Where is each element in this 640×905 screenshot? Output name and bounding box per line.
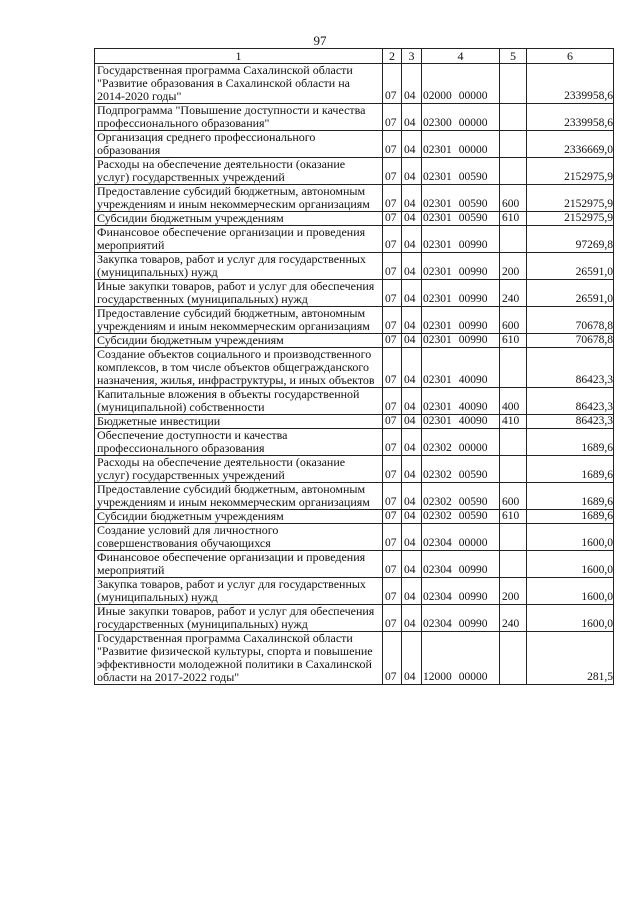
row-vr bbox=[500, 632, 527, 685]
row-csr-direction: 00590 bbox=[458, 510, 488, 522]
table-row bbox=[95, 578, 614, 605]
row-amount: 2336669,0 bbox=[527, 131, 614, 158]
page-number: 97 bbox=[313, 33, 327, 48]
table-row bbox=[95, 334, 614, 348]
row-rz: 07 bbox=[383, 429, 402, 456]
row-csr bbox=[422, 64, 500, 104]
row-name: Субсидии бюджетным учреждениям bbox=[95, 334, 383, 348]
row-pr: 04 bbox=[402, 226, 422, 253]
row-name: Предоставление субсидий бюджетным, автономным учреждениям и иным некоммерческим организациям bbox=[95, 483, 383, 510]
table-body bbox=[95, 64, 614, 685]
header-col-3: 3 bbox=[402, 49, 422, 64]
row-vr bbox=[500, 158, 527, 185]
row-csr-direction: 00990 bbox=[458, 266, 488, 278]
row-name: Государственная программа Сахалинской области "Развитие образования в Сахалинской области на 2014-2020 годы" bbox=[95, 64, 383, 104]
row-csr-direction: 00000 bbox=[458, 671, 488, 683]
row-name: Финансовое обеспечение организации и проведения мероприятий bbox=[95, 551, 383, 578]
row-csr-program: 02301 bbox=[423, 212, 452, 224]
row-pr: 04 bbox=[402, 605, 422, 632]
row-pr: 04 bbox=[402, 280, 422, 307]
row-csr-program: 02301 bbox=[423, 239, 452, 251]
row-rz: 07 bbox=[383, 578, 402, 605]
row-vr: 200 bbox=[500, 253, 527, 280]
row-csr bbox=[422, 551, 500, 578]
row-amount: 1689,6 bbox=[527, 510, 614, 524]
row-vr: 200 bbox=[500, 578, 527, 605]
row-name: Субсидии бюджетным учреждениям bbox=[95, 212, 383, 226]
row-csr bbox=[422, 158, 500, 185]
row-amount: 2152975,9 bbox=[527, 212, 614, 226]
header-col-2: 2 bbox=[383, 49, 402, 64]
row-csr bbox=[422, 226, 500, 253]
row-vr: 610 bbox=[500, 212, 527, 226]
row-vr bbox=[500, 131, 527, 158]
row-csr-direction: 00000 bbox=[458, 90, 488, 102]
row-amount: 2152975,9 bbox=[527, 185, 614, 212]
row-vr: 600 bbox=[500, 307, 527, 334]
row-pr: 04 bbox=[402, 415, 422, 429]
row-rz: 07 bbox=[383, 456, 402, 483]
row-amount: 2152975,9 bbox=[527, 158, 614, 185]
row-rz: 07 bbox=[383, 185, 402, 212]
row-csr-program: 02302 bbox=[423, 442, 452, 454]
row-csr bbox=[422, 388, 500, 415]
row-pr: 04 bbox=[402, 551, 422, 578]
row-csr-program: 02304 bbox=[423, 564, 452, 576]
row-csr bbox=[422, 348, 500, 388]
row-pr: 04 bbox=[402, 510, 422, 524]
row-csr-program: 02302 bbox=[423, 496, 452, 508]
row-vr bbox=[500, 429, 527, 456]
row-pr: 04 bbox=[402, 253, 422, 280]
row-csr-program: 02304 bbox=[423, 591, 452, 603]
row-csr bbox=[422, 185, 500, 212]
row-csr-program: 12000 bbox=[423, 671, 452, 683]
table-row bbox=[95, 415, 614, 429]
row-csr bbox=[422, 131, 500, 158]
row-csr-program: 02301 bbox=[423, 198, 452, 210]
row-csr-direction: 00000 bbox=[458, 442, 488, 454]
row-pr: 04 bbox=[402, 632, 422, 685]
row-csr-program: 02304 bbox=[423, 618, 452, 630]
row-name: Финансовое обеспечение организации и проведения мероприятий bbox=[95, 226, 383, 253]
row-pr: 04 bbox=[402, 388, 422, 415]
table-row bbox=[95, 307, 614, 334]
row-rz: 07 bbox=[383, 605, 402, 632]
row-csr-direction: 00000 bbox=[458, 144, 488, 156]
row-csr-direction: 40090 bbox=[458, 374, 488, 386]
row-rz: 07 bbox=[383, 212, 402, 226]
row-pr: 04 bbox=[402, 158, 422, 185]
row-vr: 600 bbox=[500, 185, 527, 212]
row-csr-program: 02300 bbox=[423, 117, 452, 129]
row-csr-program: 02301 bbox=[423, 320, 452, 332]
row-csr bbox=[422, 632, 500, 685]
table-row bbox=[95, 131, 614, 158]
header-row bbox=[95, 49, 614, 64]
table-row bbox=[95, 280, 614, 307]
row-amount: 86423,3 bbox=[527, 415, 614, 429]
row-csr-program: 02304 bbox=[423, 537, 452, 549]
row-csr-direction: 00990 bbox=[458, 564, 488, 576]
row-name: Бюджетные инвестиции bbox=[95, 415, 383, 429]
header-col-1: 1 bbox=[95, 49, 383, 64]
row-amount: 86423,3 bbox=[527, 388, 614, 415]
row-csr-program: 02301 bbox=[423, 401, 452, 413]
table-row bbox=[95, 212, 614, 226]
table-row bbox=[95, 483, 614, 510]
header-col-6: 6 bbox=[527, 49, 614, 64]
row-name: Предоставление субсидий бюджетным, автономным учреждениям и иным некоммерческим организациям bbox=[95, 307, 383, 334]
row-rz: 07 bbox=[383, 253, 402, 280]
row-rz: 07 bbox=[383, 104, 402, 131]
table-row bbox=[95, 632, 614, 685]
row-name: Расходы на обеспечение деятельности (оказание услуг) государственных учреждений bbox=[95, 158, 383, 185]
table-row bbox=[95, 388, 614, 415]
row-csr-direction: 00990 bbox=[458, 334, 488, 346]
row-csr bbox=[422, 456, 500, 483]
row-vr bbox=[500, 551, 527, 578]
row-name: Государственная программа Сахалинской области "Развитие физической культуры, спорта и повышение эффективности молодежной политики в Сахалинской области на 2017-2022 годы" bbox=[95, 632, 383, 685]
row-rz: 07 bbox=[383, 483, 402, 510]
row-csr-direction: 00990 bbox=[458, 591, 488, 603]
row-csr-program: 02000 bbox=[423, 90, 452, 102]
row-rz: 07 bbox=[383, 307, 402, 334]
table-row bbox=[95, 158, 614, 185]
row-amount: 1600,0 bbox=[527, 524, 614, 551]
row-csr-direction: 00590 bbox=[458, 212, 488, 224]
table-row bbox=[95, 226, 614, 253]
row-pr: 04 bbox=[402, 307, 422, 334]
row-csr bbox=[422, 524, 500, 551]
row-pr: 04 bbox=[402, 429, 422, 456]
budget-table bbox=[94, 48, 614, 685]
row-csr-program: 02301 bbox=[423, 334, 452, 346]
row-vr bbox=[500, 524, 527, 551]
row-pr: 04 bbox=[402, 104, 422, 131]
row-csr-program: 02302 bbox=[423, 510, 452, 522]
row-vr: 410 bbox=[500, 415, 527, 429]
row-csr bbox=[422, 280, 500, 307]
row-csr-program: 02301 bbox=[423, 266, 452, 278]
row-csr bbox=[422, 510, 500, 524]
row-vr bbox=[500, 226, 527, 253]
row-csr-direction: 00590 bbox=[458, 469, 488, 481]
row-amount: 26591,0 bbox=[527, 280, 614, 307]
row-csr-direction: 00590 bbox=[458, 198, 488, 210]
row-csr-direction: 40090 bbox=[458, 415, 488, 427]
row-amount: 70678,8 bbox=[527, 307, 614, 334]
row-rz: 07 bbox=[383, 524, 402, 551]
row-name: Обеспечение доступности и качества профессионального образования bbox=[95, 429, 383, 456]
table-row bbox=[95, 510, 614, 524]
row-vr: 610 bbox=[500, 510, 527, 524]
row-name: Иные закупки товаров, работ и услуг для обеспечения государственных (муниципальных) нужд bbox=[95, 605, 383, 632]
header-col-5: 5 bbox=[500, 49, 527, 64]
row-vr bbox=[500, 456, 527, 483]
row-csr-direction: 00000 bbox=[458, 117, 488, 129]
table-row bbox=[95, 185, 614, 212]
row-rz: 07 bbox=[383, 348, 402, 388]
table-row bbox=[95, 524, 614, 551]
row-name: Закупка товаров, работ и услуг для государственных (муниципальных) нужд bbox=[95, 578, 383, 605]
row-csr-program: 02301 bbox=[423, 171, 452, 183]
row-csr-direction: 00590 bbox=[458, 496, 488, 508]
row-csr bbox=[422, 429, 500, 456]
row-name: Капитальные вложения в объекты государственной (муниципальной) собственности bbox=[95, 388, 383, 415]
row-pr: 04 bbox=[402, 578, 422, 605]
row-csr-direction: 00990 bbox=[458, 320, 488, 332]
row-name: Предоставление субсидий бюджетным, автономным учреждениям и иным некоммерческим организациям bbox=[95, 185, 383, 212]
table-row bbox=[95, 551, 614, 578]
row-rz: 07 bbox=[383, 131, 402, 158]
row-rz: 07 bbox=[383, 334, 402, 348]
row-pr: 04 bbox=[402, 456, 422, 483]
row-amount: 2339958,6 bbox=[527, 104, 614, 131]
row-csr bbox=[422, 334, 500, 348]
row-csr-direction: 00000 bbox=[458, 537, 488, 549]
row-amount: 26591,0 bbox=[527, 253, 614, 280]
row-csr-program: 02301 bbox=[423, 415, 452, 427]
table-row bbox=[95, 456, 614, 483]
row-vr bbox=[500, 64, 527, 104]
row-name: Закупка товаров, работ и услуг для государственных (муниципальных) нужд bbox=[95, 253, 383, 280]
row-rz: 07 bbox=[383, 551, 402, 578]
row-vr bbox=[500, 104, 527, 131]
row-amount: 86423,3 bbox=[527, 348, 614, 388]
row-csr-program: 02302 bbox=[423, 469, 452, 481]
row-vr: 610 bbox=[500, 334, 527, 348]
row-rz: 07 bbox=[383, 388, 402, 415]
row-rz: 07 bbox=[383, 158, 402, 185]
row-csr bbox=[422, 483, 500, 510]
row-csr-program: 02301 bbox=[423, 144, 452, 156]
table-row bbox=[95, 64, 614, 104]
row-name: Расходы на обеспечение деятельности (оказание услуг) государственных учреждений bbox=[95, 456, 383, 483]
row-csr-direction: 00590 bbox=[458, 171, 488, 183]
row-vr: 240 bbox=[500, 280, 527, 307]
row-rz: 07 bbox=[383, 280, 402, 307]
row-name: Подпрограмма "Повышение доступности и качества профессионального образования" bbox=[95, 104, 383, 131]
row-amount: 1689,6 bbox=[527, 483, 614, 510]
row-amount: 2339958,6 bbox=[527, 64, 614, 104]
table-row bbox=[95, 348, 614, 388]
row-amount: 1689,6 bbox=[527, 456, 614, 483]
row-csr bbox=[422, 253, 500, 280]
row-csr bbox=[422, 212, 500, 226]
row-vr: 400 bbox=[500, 388, 527, 415]
row-amount: 281,5 bbox=[527, 632, 614, 685]
row-rz: 07 bbox=[383, 64, 402, 104]
row-csr bbox=[422, 104, 500, 131]
row-csr bbox=[422, 415, 500, 429]
table-row bbox=[95, 104, 614, 131]
row-vr: 240 bbox=[500, 605, 527, 632]
header-col-4: 4 bbox=[422, 49, 500, 64]
row-name: Создание объектов социального и производственного комплексов, в том числе объектов общегражданского назначения, жилья, инфраструктуры, и иных объектов bbox=[95, 348, 383, 388]
row-csr-direction: 00990 bbox=[458, 293, 488, 305]
row-name: Субсидии бюджетным учреждениям bbox=[95, 510, 383, 524]
row-pr: 04 bbox=[402, 185, 422, 212]
row-csr-direction: 00990 bbox=[458, 239, 488, 251]
table-row bbox=[95, 605, 614, 632]
table-row bbox=[95, 253, 614, 280]
row-amount: 1689,6 bbox=[527, 429, 614, 456]
row-pr: 04 bbox=[402, 212, 422, 226]
row-amount: 70678,8 bbox=[527, 334, 614, 348]
row-csr-program: 02301 bbox=[423, 374, 452, 386]
row-amount: 1600,0 bbox=[527, 605, 614, 632]
row-csr-direction: 40090 bbox=[458, 401, 488, 413]
table-row bbox=[95, 429, 614, 456]
row-rz: 07 bbox=[383, 632, 402, 685]
row-rz: 07 bbox=[383, 226, 402, 253]
row-rz: 07 bbox=[383, 510, 402, 524]
row-pr: 04 bbox=[402, 483, 422, 510]
row-csr bbox=[422, 307, 500, 334]
row-amount: 1600,0 bbox=[527, 551, 614, 578]
row-name: Организация среднего профессионального образования bbox=[95, 131, 383, 158]
row-vr: 600 bbox=[500, 483, 527, 510]
row-pr: 04 bbox=[402, 131, 422, 158]
row-csr bbox=[422, 605, 500, 632]
row-pr: 04 bbox=[402, 348, 422, 388]
row-name: Иные закупки товаров, работ и услуг для обеспечения государственных (муниципальных) нужд bbox=[95, 280, 383, 307]
row-rz: 07 bbox=[383, 415, 402, 429]
row-csr-program: 02301 bbox=[423, 293, 452, 305]
row-csr bbox=[422, 578, 500, 605]
row-vr bbox=[500, 348, 527, 388]
row-name: Создание условий для личностного совершенствования обучающихся bbox=[95, 524, 383, 551]
row-csr-direction: 00990 bbox=[458, 618, 488, 630]
row-amount: 1600,0 bbox=[527, 578, 614, 605]
row-pr: 04 bbox=[402, 64, 422, 104]
row-pr: 04 bbox=[402, 524, 422, 551]
row-pr: 04 bbox=[402, 334, 422, 348]
row-amount: 97269,8 bbox=[527, 226, 614, 253]
